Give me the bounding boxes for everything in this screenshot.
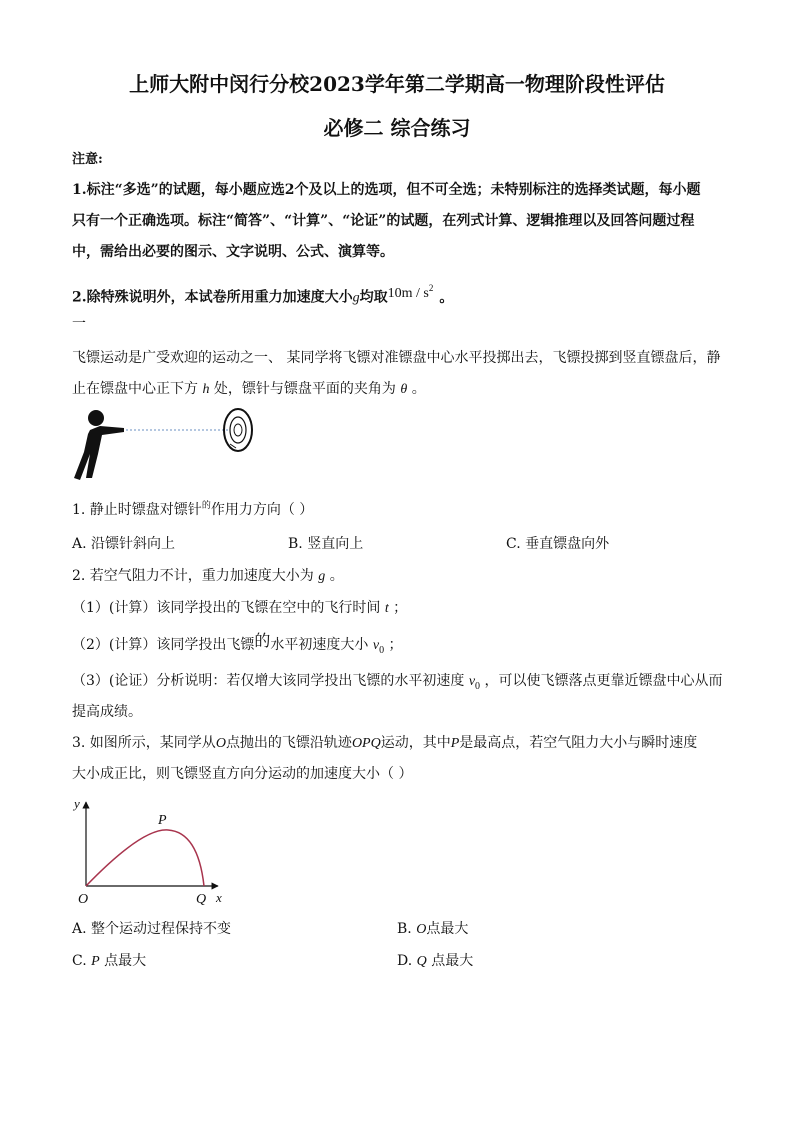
intro-line2: 止在镖盘中心正下方 h 处，镖针与镖盘平面的夹角为 θ 。 [72,381,426,397]
trajectory-curve [86,830,204,886]
section-marker: 一 [72,316,86,332]
thrower-silhouette [74,410,124,480]
q2-stem: 2. 若空气阻力不计，重力加速度大小为 g 。 [72,568,344,584]
q1-option-b: B. 竖直向上 [288,536,364,552]
intro-line1: 飞镖运动是广受欢迎的运动之一、 某同学将飞镖对准镖盘中心水平投掷出去，飞镖投掷到竖直镖盘后，静 [72,350,721,366]
x-axis-label: x [216,890,222,905]
q1-option-a: A. 沿镖针斜向上 [72,536,176,552]
point-p-label: P [158,813,167,828]
y-axis-label: y [74,796,80,811]
point-q-label: Q [196,892,207,907]
page-title: 上师大附中闵行分校2023学年第二学期高一物理阶段性评估 [129,72,665,96]
notice-item1-line3: 中，需给出必要的图示、文字说明、公式、演算等。 [72,244,394,260]
q3-line1: 3. 如图所示，某同学从O点抛出的飞镖沿轨迹OPQ运动，其中P是最高点，若空气阻力大小与瞬时速度 [72,735,698,751]
q2-sub3: （3）(论证）分析说明：若仅增大该同学投出飞镖的水平初速度 $v_0$ ，可以使飞镖落点更靠近镖盘中心从而 [72,673,723,692]
q2-sub1: （1）(计算）该同学投出的飞镖在空中的飞行时间 t ； [72,600,408,616]
q2-sub2: （2）(计算）该同学投出飞镖的水平初速度大小 $v_0$ ； [72,631,403,656]
notice-item1-line2: 只有一个正确选项。标注“简答”、“计算”、“论证”的试题，在列式计算、逻辑推理以及回答问题过程 [72,213,695,229]
q3-line2: 大小成正比，则飞镖竖直方向分运动的加速度大小（ ） [72,766,413,782]
q1-option-c: C. 垂直镖盘向外 [506,536,610,552]
page-subtitle: 必修二 综合练习 [323,116,471,140]
notice-item2: 2.除特殊说明外，本试卷所用重力加速度大小g均取$10m / s^2$。 [72,283,454,306]
dartboard [224,409,252,451]
notice-item1-line1: 1.标注“多选”的试题，每小题应选2个及以上的选项，但不可全选；未特别标注的选择类试题，每小题 [72,182,701,198]
q1-stem: 1. 静止时镖盘对镖针$^的$作用力方向（ ） [72,501,314,518]
q3-option-b: B. O点最大 [397,921,469,937]
q3-option-c: C. P 点最大 [72,953,147,969]
trajectory-graph [72,792,232,910]
point-o-label: O [78,892,89,907]
notice-heading: 注意: [72,152,103,167]
dart-throw-figure [70,404,270,486]
q2-sub3-line2: 提高成绩。 [72,704,142,720]
q3-option-d: D. Q 点最大 [397,953,474,969]
q3-option-a: A. 整个运动过程保持不变 [72,921,232,937]
